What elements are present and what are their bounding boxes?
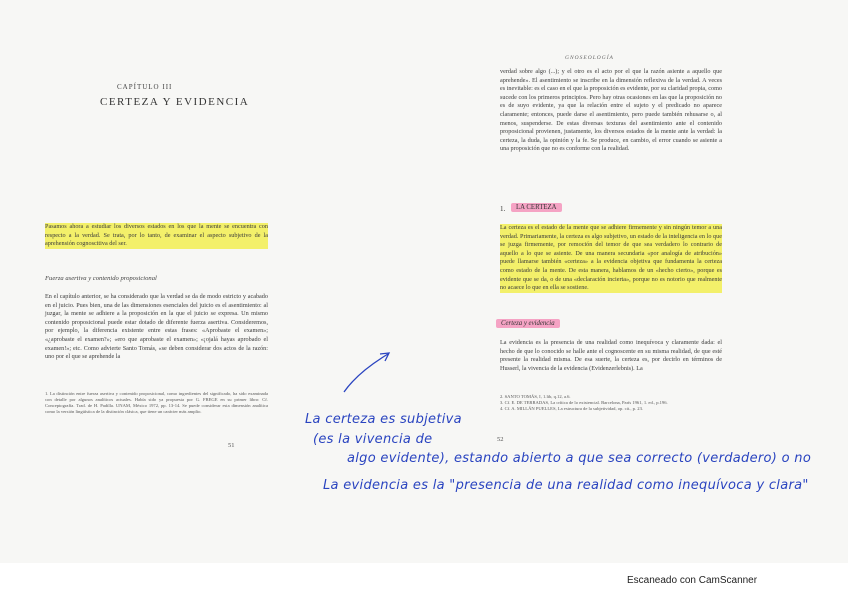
section1-title: LA CERTEZA — [511, 203, 562, 212]
section-heading-fuerza: Fuerza asertiva y contenido proposicional — [45, 275, 157, 282]
right-footnotes — [500, 394, 722, 412]
right-top-paragraph — [500, 68, 722, 154]
footnote-3: 3. Cf. E. DE TERRADAS, La crítica de lo existencial. Barcelona, París 1961, 1. ed., p.196. — [500, 400, 668, 405]
certeza-text: La certeza es el estado de la mente que se adhiere firmemente y sin ningún temor a una verdad. Primariamente, la certeza es algo subjetivo, un estado de la inteligencia en lo que se juzga firmemente, por remoción del temor de que sea verdadero lo contrario de aquello a lo que se asiente. De una manera secundaria «por analogía de atribución» puede llamarse también «certeza» a la evidencia objetiva que fundamenta la certeza como estado de la mente. De esta manera, hablamos de un «hecho cierto», porque es evidente que se da, o de una «declaración incierta», porque no es notorio que realmente no acaece lo que en ella se sostiene. — [500, 224, 722, 292]
annotation-line-1: La certeza es subjetiva — [305, 412, 462, 427]
annotation-line-4: La evidencia es la "presencia de una realidad como inequívoca y clara" — [323, 478, 809, 493]
footnote-2: 2. SANTO TOMÁS, I, 1.lib, q.12, a.6. — [500, 394, 571, 399]
right-page-number: 52 — [497, 436, 504, 443]
annotation-line-2: (es la vivencia de — [313, 432, 433, 447]
section1-number: 1. — [500, 205, 506, 213]
right-top-text: verdad sobre algo (...); y el otro es el acto por el que la razón asiente a aquello que aprehende». El asentimiento se inscribe en la dimensión reflexiva de la verdad. A veces es inevitable: es el caso en el que la proposición es evidente, por su claridad propia, como sucede con los primeros principios. Pero hay otras ocasiones en las que la proposición no es de suyo evidente, ya que la relación entre el sujeto y el predicado no aparece claramente; entonces, puede darse el asentimiento, pero puede también rehusarse o, al menos, suspenderse. De estas diversas texturas del asentimiento ante el contenido proposicional provienen, justamente, los diversos estados de la mente ante la verdad: la certeza, la duda, la opinión y la fe. Se produce, en cambio, el error cuando se asiente a una proposición que no es conforme con la realidad. — [500, 68, 722, 153]
subsection-title: Certeza y evidencia — [496, 319, 560, 328]
running-head: GNOSEOLOGÍA — [565, 55, 614, 61]
scanner-watermark: Escaneado con CamScanner — [627, 575, 758, 586]
evidencia-paragraph — [500, 339, 722, 373]
left-footnote: 1. La distinción entre fuerza asertiva y contenido proposicional, como ingredientes del significado, ha sido examinada con detalle por algunos analíticos actuales. Había sido ya propuesta por G. FREGE en su primer libro: Cf. Conceptografía. Trad. de H. Padilla. UNAM, México 1972, pp. 13-14. Se puede considerar esta dimensión analítica como la versión lingüística de la distinción clásica, que tiene un carácter más amplio. — [45, 391, 268, 414]
body-text: En el capítulo anterior, se ha considerado que la verdad se da de modo estricto y acabado en el juicio. Pues bien, una de las dimensiones esenciales del juicio es el asentimiento: al juzgar, la mente se adhiere a la proposición en la que el juicio se expresa. Un mismo contenido proposicional puede estar dotado de diferente fuerza asertiva. Consideremos, por ejemplo, la diferencia existente entre estas frases: «Aprobaste el examen»; «¿aprobaste el examen?»; «ero que aprobaste el examen»; «¡ojalá hayas aprobado el examen!»; etc. Como advierte Santo Tomás, «se deben considerar dos actos de la razón: uno por el que se aprehende la — [45, 293, 268, 361]
left-page-number: 51 — [228, 442, 235, 449]
handwritten-arrow-icon — [340, 346, 400, 396]
intro-paragraph — [45, 223, 268, 249]
chapter-label: CAPÍTULO III — [117, 83, 173, 91]
footnote-4: 4. Cf. A. MILLÁN PUELLES, La estructura de la subjetividad, op. cit., p. 23. — [500, 406, 644, 411]
chapter-title: CERTEZA Y EVIDENCIA — [100, 96, 250, 108]
evidencia-text: La evidencia es la presencia de una realidad como inequívoca y claramente dada: el hecho de que lo conocido se halle ante el cognoscente en su misma realidad, de que esté presente la realidad misma. De esa suerte, la certeza es, por decirlo en términos de Husserl, la vivencia de la evidencia (Evidenzerlebnis). La — [500, 339, 722, 372]
annotation-line-3: algo evidente), estando abierto a que sea correcto (verdadero) o no — [347, 451, 812, 466]
certeza-paragraph — [500, 224, 722, 293]
intro-text: Pasamos ahora a estudiar los diversos estados en los que la mente se encuentra con respecto a la verdad. Se trata, por lo tanto, de examinar el aspecto subjetivo de la aprehensión cognoscitiva del ser. — [45, 223, 268, 248]
body-paragraph — [45, 293, 268, 362]
